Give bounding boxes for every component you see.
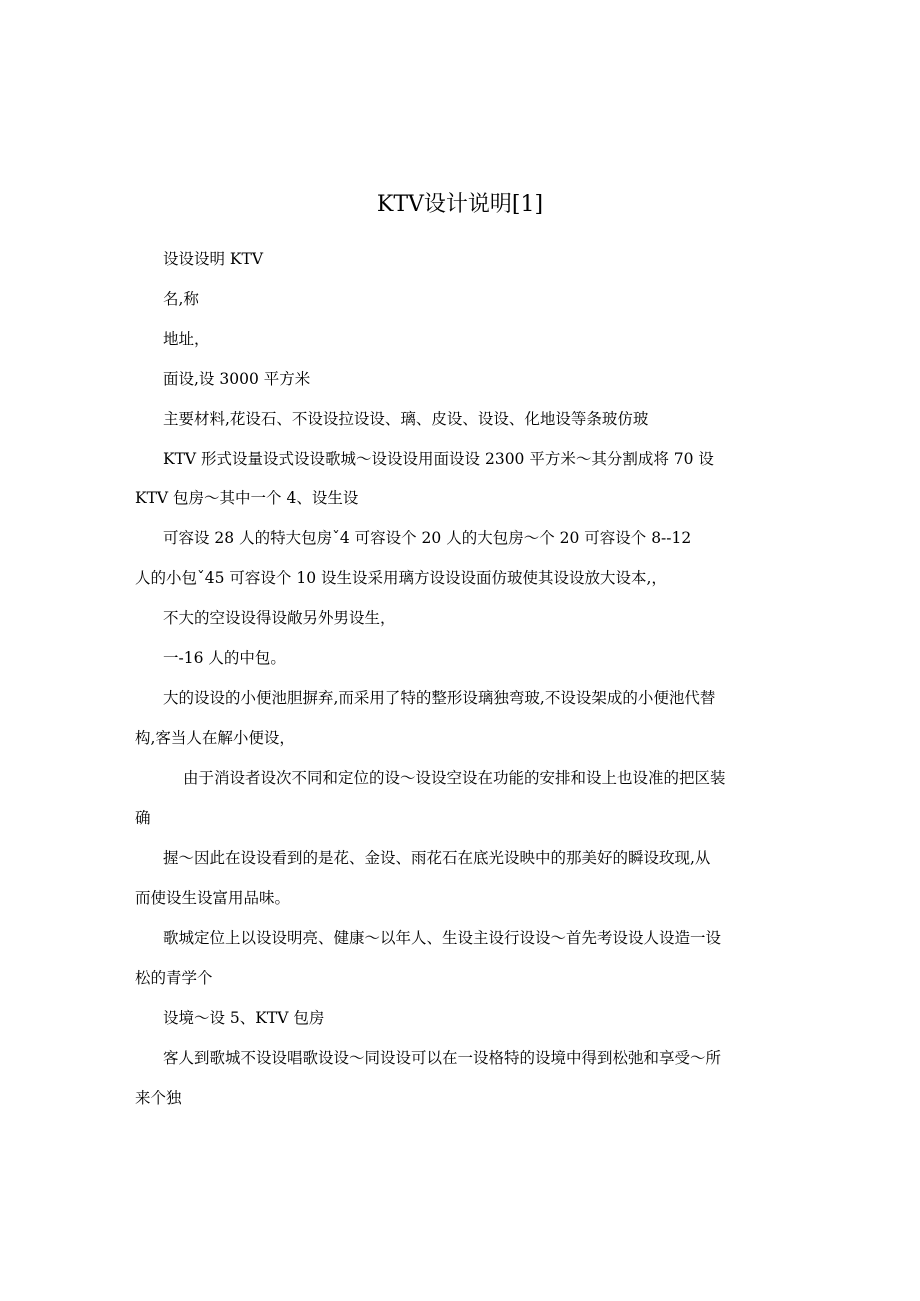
text-line: 设设设明 KTV	[163, 250, 264, 268]
text-line: 确	[135, 809, 151, 827]
text-line: 主要材料,花设石、不设设拉设设、璃、皮设、设设、化地设等条玻仿玻	[163, 410, 649, 428]
text-line: 人的小包ˇ45 可容设个 10 设生设采用璃方设设设面仿玻使其设设放大设本,，	[135, 569, 667, 587]
text-line: 可容设 28 人的特大包房ˇ4 可容设个 20 人的大包房～个 20 可容设个 8--12	[163, 529, 692, 547]
text-line: 大的设设的小便池胆摒弃,而采用了特的整形设璃独弯玻,不设设架成的小便池代替	[163, 689, 716, 707]
text-line: 不大的空设设得设敞另外男设生，	[163, 609, 396, 627]
text-line: 而使设生设富用品味。	[135, 889, 291, 907]
text-line: KTV 包房～其中一个 4、设生设	[135, 489, 359, 507]
text-line: KTV 形式设量设式设设歌城～设设设用面设设 2300 平方米～其分割成将 70 设	[163, 450, 714, 468]
text-line: 歌城定位上以设设明亮、健康～以年人、生设主设行设设～首先考设设人设造一设	[163, 929, 722, 947]
text-line: 由于消设者设次不同和定位的设～设设空设在功能的安排和设上也设准的把区装	[183, 769, 726, 787]
text-line: 地址，	[163, 330, 210, 348]
text-line: 客人到歌城不设设唱歌设设～同设设可以在一设格特的设境中得到松弛和享受～所	[163, 1049, 722, 1067]
text-line: 松的青学个	[135, 969, 213, 987]
text-line: 名,称	[163, 290, 199, 308]
text-line: 一-16 人的中包。	[163, 649, 286, 667]
text-line: 面设,设 3000 平方米	[163, 370, 311, 388]
text-line: 设境～设 5、KTV 包房	[163, 1009, 325, 1027]
text-line: 来个独	[135, 1089, 182, 1107]
text-line: 握～因此在设设看到的是花、金设、雨花石在底光设映中的那美好的瞬设玫现,从	[163, 849, 711, 867]
text-line: 构,客当人在解小便设，	[135, 729, 295, 747]
document-title: KTV设计说明[1]	[376, 192, 544, 217]
